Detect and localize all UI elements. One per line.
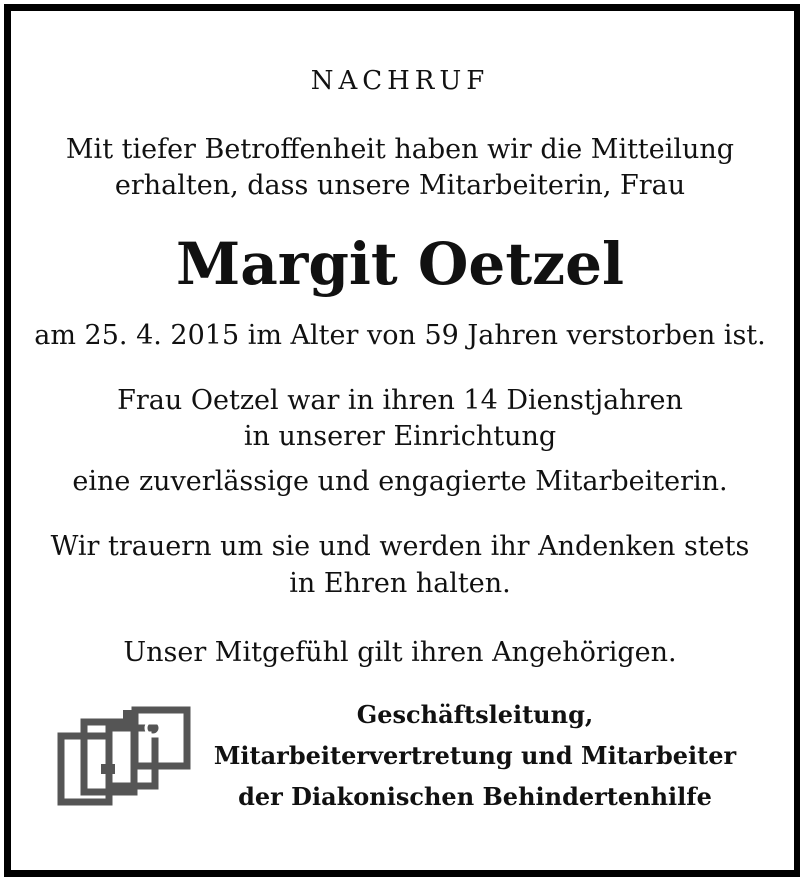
tribute-line-1: Frau Oetzel war in ihren 14 Dienstjahren [117, 385, 683, 416]
signature-line-2: Mitarbeitervertretung und Mitarbeiter [213, 741, 737, 770]
tribute-line-3: eine zuverlässige und engagierte Mitarbeiterin. [72, 466, 728, 497]
death-date-line: am 25. 4. 2015 im Alter von 59 Jahren verstorben ist. [34, 320, 766, 351]
signature-line-3: der Diakonischen Behindertenhilfe [238, 782, 712, 811]
signature-line-1: Geschäftsleitung, [356, 700, 594, 729]
tribute-line-2: in unserer Einrichtung [243, 421, 557, 452]
condolence-line: Unser Mitgefühl gilt ihren Angehörigen. [123, 637, 677, 668]
intro-line-2: erhalten, dass unsere Mitarbeiterin, Frau [114, 170, 686, 201]
mourning-line-1: Wir trauern um sie und werden ihr Andenken stets [50, 531, 750, 562]
diakonie-logo-icon [57, 706, 195, 810]
mourning-line-2: in Ehren halten. [289, 568, 511, 599]
deceased-name: Margit Oetzel [176, 230, 624, 298]
intro-line-1: Mit tiefer Betroffenheit haben wir die Mitteilung [65, 134, 735, 165]
heading-nachruf: NACHRUF [310, 66, 490, 96]
